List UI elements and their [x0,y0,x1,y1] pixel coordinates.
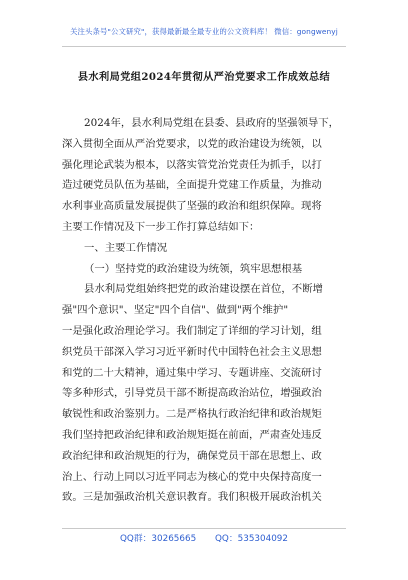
paragraph-line: 等多种形式，引导党员干部不断提高政治站位，增强政治 [62,387,322,400]
paragraph-line: 政治纪律和政治规矩的行为，确保党员干部在思想上、政 [62,449,322,462]
paragraph-line: 县水利局党组始终把党的政治建设摆在首位，不断增 [84,283,323,296]
qq-group-number: QQ群：30265665 [119,534,197,544]
document-title: 县水利局党组2024年贯彻从严治党要求工作成效总结 [77,71,331,83]
paragraph-line: 深入贯彻全面从严治党要求，以党的政治建设为统领，以 [62,137,322,150]
paragraph-line: 强化理论武装为根本，以落实管党治党责任为抓手，以打 [62,158,322,171]
paragraph-line: 敏锐性和政治鉴别力。二是严格执行政治纪律和政治规矩 [62,408,322,421]
footer-contact [0,531,408,544]
document-body [62,113,350,508]
subsection-heading: （一）坚持党的政治建设为统领，筑牢思想根基 [84,262,303,275]
qq-number: QQ：535304092 [214,534,289,544]
footer-divider [62,528,346,529]
paragraph-line: 强"四个意识"、坚定"四个自信"、做到"两个维护" [62,304,289,317]
paragraph-line: 2024年，县水利局党组在县委、县政府的坚强领导下， [84,117,340,129]
paragraph-line: 治上、行动上同以习近平同志为核心的党中央保持高度一 [62,470,322,483]
paragraph-line: 造过硬党员队伍为基础，全面提升党建工作质量，为推动 [62,179,322,192]
header-banner: 关注头条号"公文研究"，获得最新最全最专业的公文资料库！ 微信：gongwenyj [70,27,338,36]
paragraph-line: 织党员干部深入学习习近平新时代中国特色社会主义思想 [62,345,322,358]
paragraph-line: 主要工作情况及下一步工作打算总结如下： [62,220,260,233]
paragraph-line: 一是强化政治理论学习。我们制定了详细的学习计划，组 [62,324,322,337]
paragraph-line: 和党的二十大精神，通过集中学习、专题讲座、交流研讨 [62,366,322,379]
paragraph-line: 我们坚持把政治纪律和政治规矩挺在前面，严肃查处违反 [62,428,322,441]
header-divider [62,46,346,47]
section-heading: 一、主要工作情况 [84,241,168,254]
paragraph-line: 水利事业高质量发展提供了坚强的政治和组织保障。现将 [62,200,322,213]
paragraph-line: 致。三是加强政治机关意识教育。我们积极开展政治机关 [62,491,322,504]
